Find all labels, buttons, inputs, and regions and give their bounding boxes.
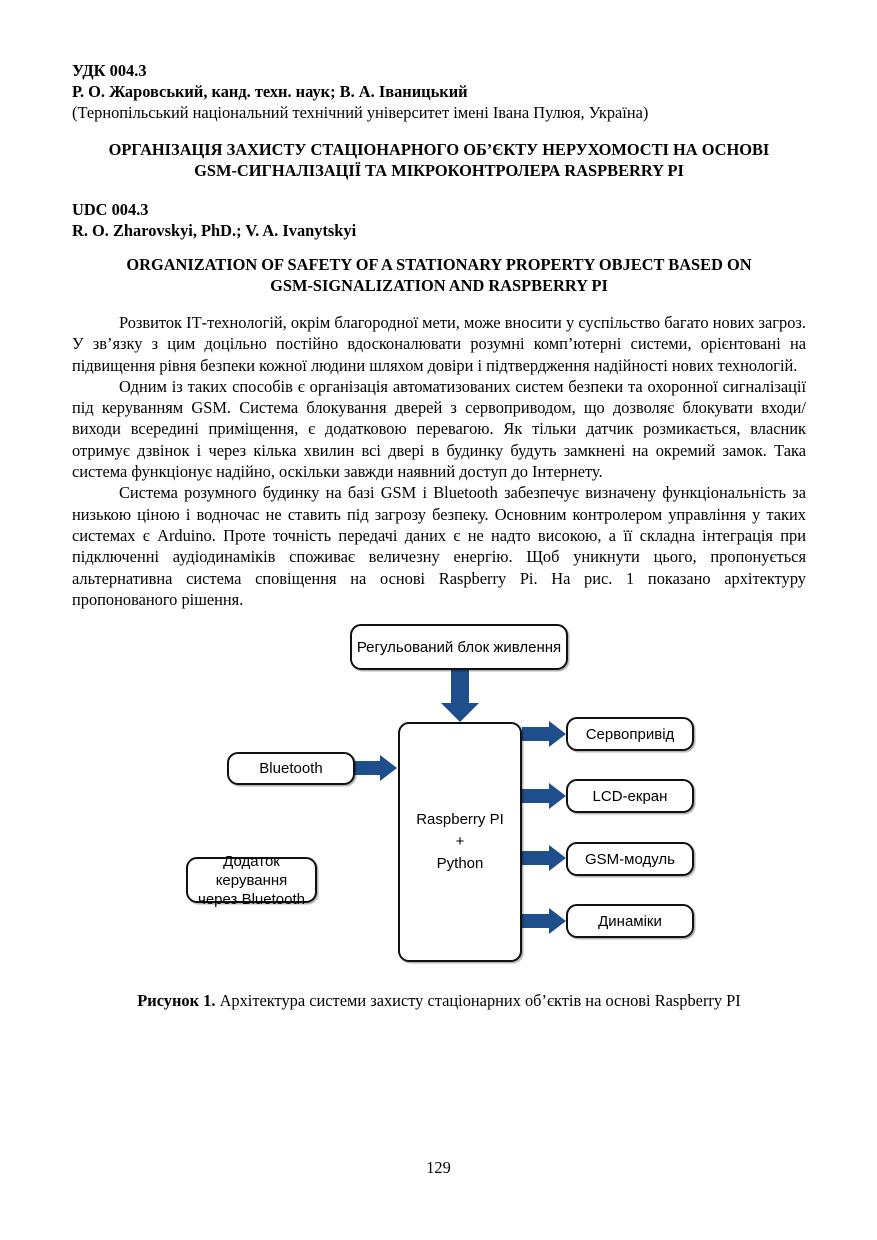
node-control-app-label-line2: через Bluetooth (198, 890, 305, 908)
figure-caption (72, 990, 806, 1011)
body-text (72, 312, 806, 610)
node-control-app-label-line1: Додаток керування (215, 852, 288, 889)
udc-label: UDC 004.3 (72, 200, 149, 219)
node-lcd-label: LCD-екран (592, 787, 668, 805)
node-raspberry-pi-label-line1: Raspberry PI (416, 811, 504, 829)
node-speakers (566, 904, 694, 938)
paragraph-2: Одним із таких способів є організація автоматизованих систем безпеки та охоронної сигналізації під керуванням GSM. Система блокування дверей з сервоприводом, що дозволяє блокувати входи/виходи всередині приміщення, є додатковою перевагою. Як тільки датчик розмикається, власник отримує дзвінок і через кілька хвилин всі двері в будинку будуть замкнені на окремий замок. Така система функціонує надійно, оскільки завжди наявний доступ до Інтернету. (72, 376, 806, 482)
node-servo (566, 717, 694, 751)
affiliation: (Тернопільський національний технічний університет імені Івана Пулюя, Україна) (72, 103, 649, 122)
udc-block (72, 199, 806, 241)
title-ua-line1: ОРГАНІЗАЦІЯ ЗАХИСТУ СТАЦІОНАРНОГО ОБ’ЄКТУ НЕРУХОМОСТІ НА ОСНОВІ (108, 140, 770, 159)
node-servo-label: Сервопривід (585, 725, 675, 743)
arrow-right-pi-to-speakers-icon (522, 908, 566, 934)
arrow-down-power-to-pi-icon (441, 670, 479, 722)
node-speakers-label: Динаміки (598, 912, 662, 930)
node-lcd (566, 779, 694, 813)
arrow-right-pi-to-gsm-icon (522, 845, 566, 871)
title-ua-line2: GSM-СИГНАЛІЗАЦІЇ ТА МІКРОКОНТРОЛЕРА RASPBERRY PI (194, 161, 684, 180)
node-bluetooth-label: Bluetooth (259, 760, 323, 778)
node-bluetooth (227, 752, 355, 785)
node-gsm (566, 842, 694, 876)
title-en-line1: ORGANIZATION OF SAFETY OF A STATIONARY PROPERTY OBJECT BASED ON (126, 255, 752, 274)
paragraph-3: Система розумного будинку на базі GSM і Bluetooth забезпечує визначену функціональність за низькою ціною і водночас не ставить під загрозу безпеку. Основним контролером управління у таких системах є Arduino. Проте точність передачі даних є не надто високою, а її складна інтеграція при підключенні аудіодинаміків споживає величезну енергію. Щоб уникнути цього, пропонується альтернативна система сповіщення на основі Raspberry Pi. На рис. 1 показано архітектуру пропонованого рішення. (72, 483, 806, 609)
node-raspberry-pi-label-line3: Python (436, 855, 484, 873)
udk-label: УДК 004.3 (72, 61, 147, 80)
figure-1-diagram (72, 616, 806, 978)
authors-ua: Р. О. Жаровський, канд. техн. наук; В. А. Іваницький (72, 82, 468, 101)
arrow-right-pi-to-lcd-icon (522, 783, 566, 809)
authors-en: R. O. Zharovskyi, PhD.; V. A. Ivanytskyi (72, 221, 357, 240)
node-raspberry-pi-label-line2: + (455, 833, 465, 851)
figure-caption-text: Архітектура системи захисту стаціонарних об’єктів на основі Raspberry PI (219, 991, 741, 1011)
node-gsm-label: GSM-модуль (585, 850, 675, 868)
arrow-right-bluetooth-to-pi-icon (355, 755, 397, 781)
node-power-supply-label: Регульований блок живлення (356, 638, 562, 656)
node-power-supply (350, 624, 568, 670)
arrow-right-pi-to-servo-icon (522, 721, 566, 747)
figure-caption-label: Рисунок 1. (137, 991, 216, 1011)
title-en (72, 254, 806, 296)
title-ua (72, 139, 806, 181)
paragraph-1: Розвиток ІТ-технологій, окрім благородної мети, може вносити у суспільство багато нових загроз. У зв’язку з цим доцільно постійно вдосконалювати розумні комп’ютерні системи, орієнтовані на підвищення рівня безпеки кожної людини шляхом довіри і підтвердження надійності нових технологій. (72, 313, 806, 375)
node-raspberry-pi (398, 722, 522, 962)
title-en-line2: GSM-SIGNALIZATION AND RASPBERRY PI (270, 276, 608, 295)
node-control-app (186, 852, 317, 908)
page-number: 129 (426, 1158, 451, 1177)
